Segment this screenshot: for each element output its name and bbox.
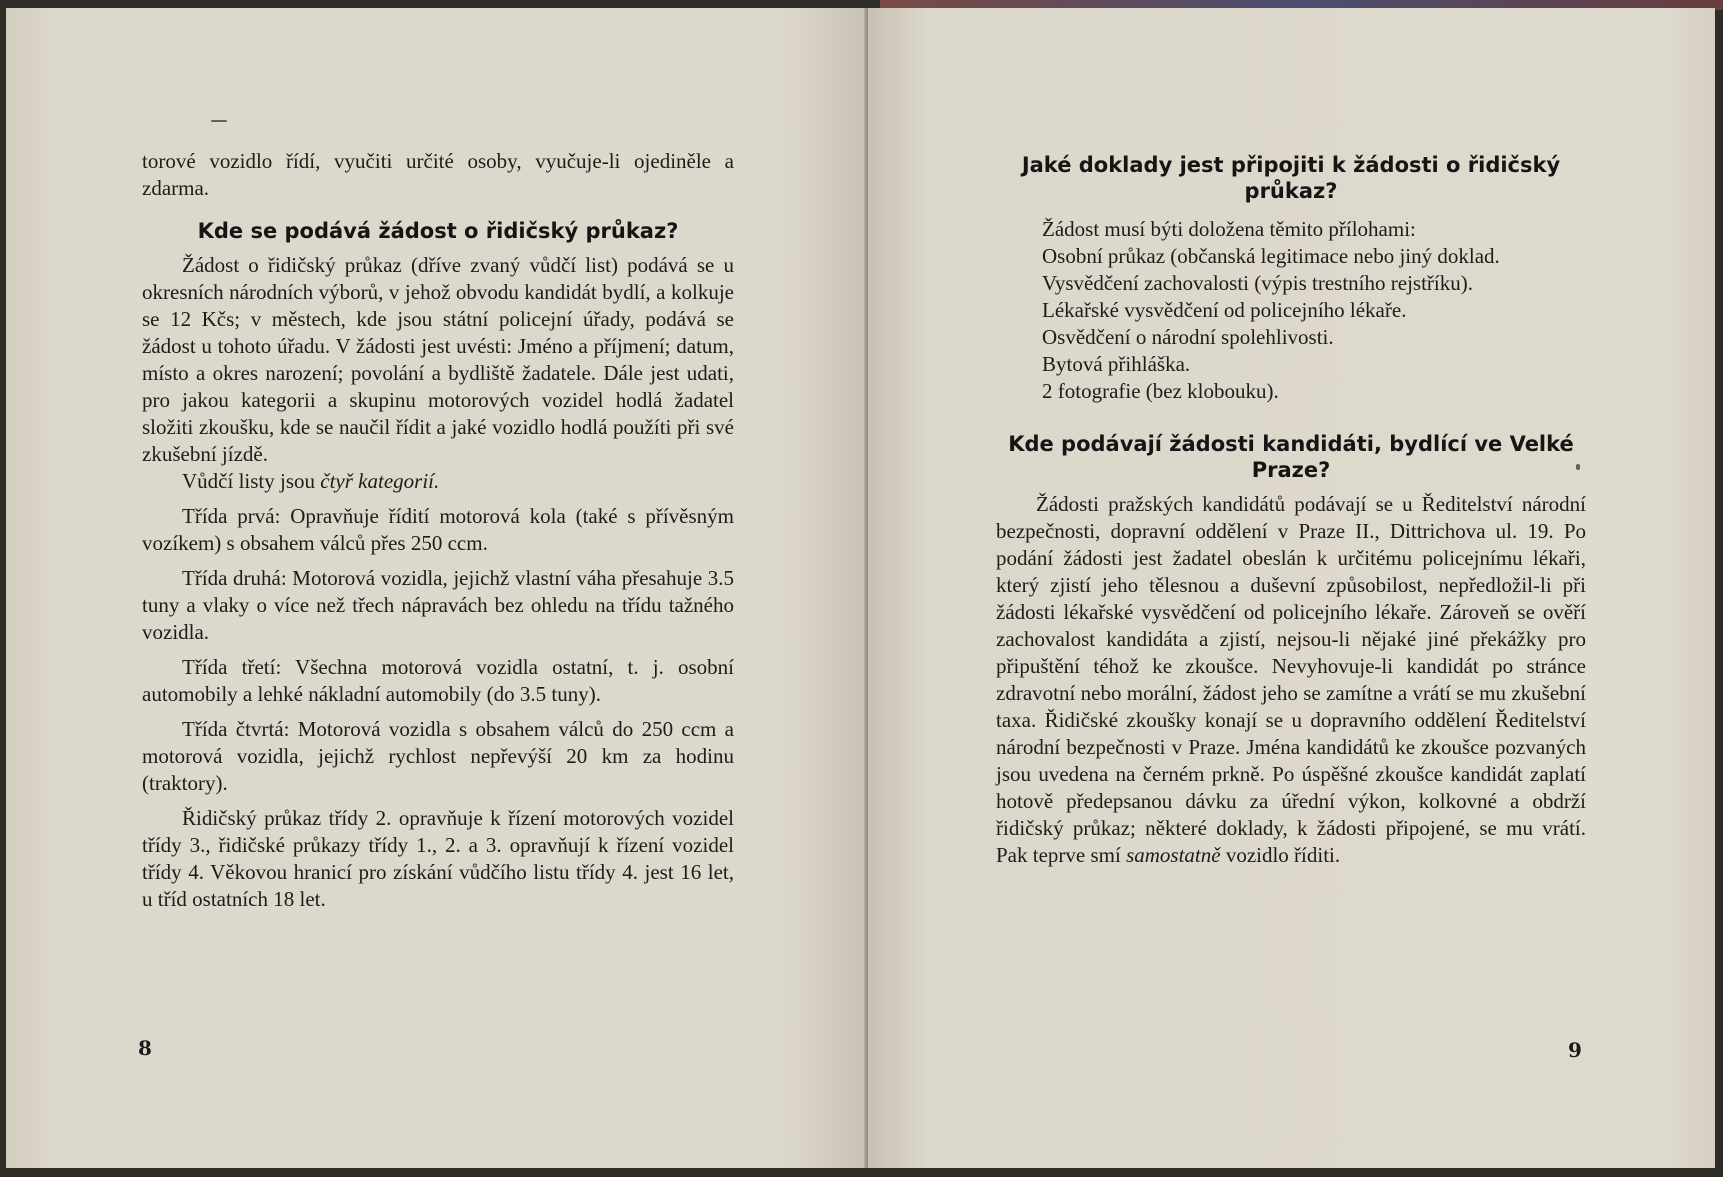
paper-fleck <box>1576 464 1580 470</box>
attachment-item: Vysvědčení zachovalosti (výpis trestního rejstříku). <box>1042 271 1473 295</box>
left-paragraph-continuation: torové vozidlo řídí, vyučiti určité osoby, vyučuje-li ojediněle a zdarma. <box>142 149 734 200</box>
left-page-number: 8 <box>138 1036 152 1060</box>
right-text-column <box>996 152 1586 869</box>
right-page <box>868 8 1715 1168</box>
left-page <box>6 8 868 1168</box>
right-attachments-intro: Žádost musí býti doložena těmito přílohami: <box>1042 217 1416 241</box>
attachment-item: Bytová přihláška. <box>1042 352 1191 376</box>
categories-intro-emphasis: čtyř kategorií. <box>320 469 440 493</box>
attachment-item: Osvědčení o národní spolehlivosti. <box>1042 325 1334 349</box>
prague-procedure-end: vozidlo říditi. <box>1220 843 1341 867</box>
paper-fleck <box>211 120 227 122</box>
attachment-item: Lékařské vysvědčení od policejního lékaře. <box>1042 298 1407 322</box>
prague-procedure-emphasis: samostatně <box>1126 843 1221 867</box>
left-paragraph-categories-intro <box>142 468 734 495</box>
left-paragraph-license-scope: Řidičský průkaz třídy 2. opravňuje k řízení motorových vozidel třídy 3., řidičské průkazy třídy 1., 2. a 3. opravňují k řízení vozidel třídy 4. Věkovou hranicí pro získání vůdčího listu třídy 4. jest 16 let, u tříd ostatních 18 let. <box>142 806 734 911</box>
right-page-number: 9 <box>1568 1038 1582 1062</box>
attachment-item: Osobní průkaz (občanská legitimace nebo jiný doklad. <box>1042 244 1500 268</box>
left-text-column <box>142 148 734 913</box>
right-heading-documents: Jaké doklady jest připojiti k žádosti o řidičský průkaz? <box>1021 153 1561 203</box>
categories-intro-text: Vůdčí listy jsou <box>182 469 321 493</box>
left-paragraph-class-2: Třída druhá: Motorová vozidla, jejichž vlastní váha přesahuje 3.5 tuny a vlaky o více než třech nápravách bez ohledu na třídu tažného vozidla. <box>142 566 734 644</box>
attachment-item: 2 fotografie (bez klobouku). <box>1042 379 1279 403</box>
left-heading-where-to-apply: Kde se podává žádost o řidičský průkaz? <box>197 219 679 243</box>
left-paragraph-class-4: Třída čtvrtá: Motorová vozidla s obsahem válců do 250 ccm a motorová vozidla, jejichž rychlost nepřevýší 20 km za hodinu (traktory). <box>142 717 734 795</box>
prague-procedure-text: Žádosti pražských kandidátů podávají se u Ředitelství národní bezpečnosti, dopravní oddělení v Praze II., Dittrichova ul. 19. Po podání žádosti jest žadatel obeslán k určitému policejnímu lékaři, který zjistí jeho tělesnou a duševní způsobilost, nepředložil-li při žádosti lékařské vysvědčení od policejního lékaře. Zároveň se ověří zachovalost kandidáta a zjistí, nejsou-li nějaké jiné překážky pro připuštění téhož ke zkoušce. Nevyhovuje-li kandidát po stránce zdravotní nebo morální, žádost jeho se zamítne a vrátí se mu zkušební taxa. Řidičské zkoušky konají se u dopravního oddělení Ředitelství národní bezpečnosti v Praze. Jména kandidátů ke zkoušce pozvaných jsou uvedena na černém prkně. Po úspěšné zkoušce kandidát zaplatí hotově předepsanou dávku za úřední výkon, kolkovné a obdrží řidičský průkaz; některé doklady, k žádosti připojené, se mu vrátí. Pak teprve smí <box>996 492 1586 867</box>
left-paragraph-class-1: Třída prvá: Opravňuje řídití motorová kola (také s přívěsným vozíkem) s obsahem válců přes 250 ccm. <box>142 504 734 555</box>
right-paragraph-prague-procedure <box>996 491 1586 869</box>
left-paragraph-application: Žádost o řidičský průkaz (dříve zvaný vůdčí list) podává se u okresních národních výborů, v jehož obvodu kandidát bydlí, a kolkuje se 12 Kčs; v městech, kde jsou státní policejní úřady, podává se žádost u tohoto úřadu. V žádosti jest uvésti: Jméno a příjmení; datum, místo a okres narození; povolání a bydliště žadatele. Dále jest udati, pro jakou kategorii a skupinu motorových vozidel hodlá žadatel složiti zkoušku, kde se naučil řídit a jaké vozidlo hodlá použíti při své zkušební jízdě. <box>142 253 734 466</box>
left-paragraph-class-3: Třída třetí: Všechna motorová vozidla ostatní, t. j. osobní automobily a lehké nákladní automobily (do 3.5 tuny). <box>142 655 734 706</box>
right-heading-prague: Kde podávají žádosti kandidáti, bydlící ve Velké Praze? <box>1008 432 1574 482</box>
